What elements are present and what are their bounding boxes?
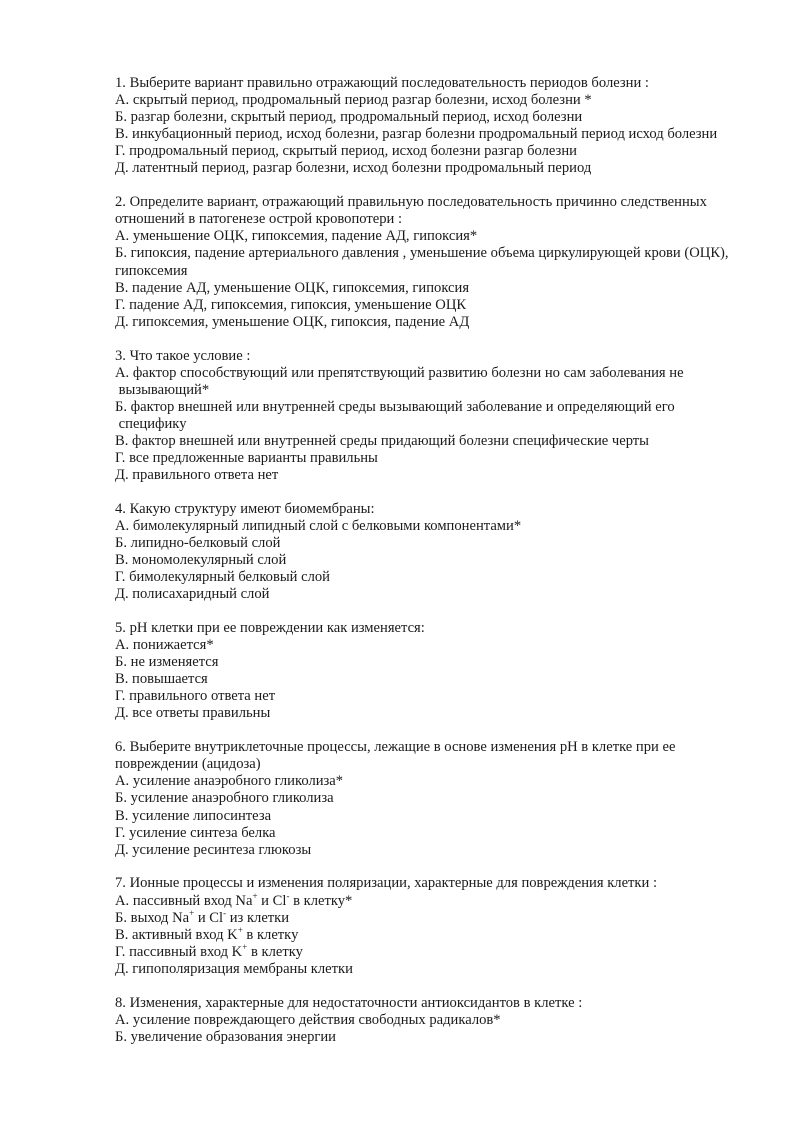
answer-option: Д. гипоксемия, уменьшение ОЦК, гипоксия, падение АД — [115, 313, 470, 330]
answer-option: Д. все ответы правильны — [115, 705, 271, 722]
question-text: 8. Изменения, характерные для недостаточности антиоксидантов в клетке : — [115, 994, 583, 1011]
question-3 — [115, 348, 755, 485]
answer-option: А. уменьшение ОЦК, гипоксемия, падение АД, гипоксия* — [115, 228, 478, 245]
answer-option — [115, 961, 755, 978]
answer-option: А. усиление анаэробного гликолиза* — [115, 773, 344, 790]
answer-option: А. бимолекулярный липидный слой с белковыми компонентами* — [115, 517, 522, 534]
answer-option: Г. усиление синтеза белка — [115, 824, 276, 841]
option-text: в клетку* — [289, 892, 353, 909]
answer-option: Б. липидно-белковый слой — [115, 535, 281, 552]
answer-option: В. мономолекулярный слой — [115, 552, 287, 569]
question-text: 4. Какую структуру имеют биомембраны: — [115, 500, 375, 517]
answer-option: А. усиление повреждающего действия свободных радикалов* — [115, 1011, 501, 1028]
question-text: 2. Определите вариант, отражающий правильную последовательность причинно следственных отношений в патогенезе острой кровопотери : — [115, 194, 707, 228]
superscript: + — [189, 907, 195, 918]
answer-option: Д. латентный период, разгар болезни, исход болезни продромальный период — [115, 160, 592, 177]
option-text: В. активный вход K — [115, 926, 238, 943]
question-7 — [115, 875, 755, 978]
question-text: 3. Что такое условие : — [115, 347, 251, 364]
option-text: А. пассивный вход Na — [115, 892, 253, 909]
answer-option: В. фактор внешней или внутренней среды придающий болезни специфические черты — [115, 432, 649, 449]
option-text: Д. гипополяризация мембраны клетки — [115, 960, 353, 977]
superscript: - — [223, 907, 227, 918]
question-text: 6. Выберите внутриклеточные процессы, лежащие в основе изменения pH в клетке при ее повреждении (ацидоза) — [115, 739, 676, 773]
question-1 — [115, 75, 755, 178]
question-8 — [115, 995, 755, 1046]
answer-option: Б. фактор внешней или внутренней среды вызывающий заболевание и определяющий его специфику — [115, 398, 675, 432]
answer-option: Б. гипоксия, падение артериального давления , уменьшение объема циркулирующей крови (ОЦК), гипоксемия — [115, 245, 729, 279]
document-page — [115, 75, 755, 1062]
option-text: в клетку — [242, 926, 299, 943]
answer-option — [115, 907, 755, 927]
superscript: - — [286, 890, 290, 901]
superscript: + — [252, 890, 258, 901]
superscript: + — [242, 941, 248, 952]
answer-option: В. усиление липосинтеза — [115, 807, 272, 824]
answer-option: Б. разгар болезни, скрытый период, продромальный период, исход болезни — [115, 109, 583, 126]
answer-option: Б. увеличение образования энергии — [115, 1028, 336, 1045]
option-text: в клетку — [247, 943, 303, 960]
answer-option: А. фактор способствующий или препятствующий развитию болезни но сам заболевания не вызывающий* — [115, 364, 684, 398]
answer-option: А. скрытый период, продромальный период разгар болезни, исход болезни * — [115, 92, 592, 109]
answer-option: В. инкубационный период, исход болезни, разгар болезни продромальный период исход болезни — [115, 126, 718, 143]
answer-option: Г. все предложенные варианты правильны — [115, 450, 378, 467]
answer-option — [115, 924, 755, 944]
option-text: Г. пассивный вход K — [115, 943, 243, 960]
answer-option: Д. правильного ответа нет — [115, 467, 279, 484]
question-4 — [115, 501, 755, 604]
question-2 — [115, 194, 755, 331]
answer-option: Д. усиление ресинтеза глюкозы — [115, 841, 312, 858]
answer-option: Г. продромальный период, скрытый период, исход болезни разгар болезни — [115, 143, 577, 160]
question-6 — [115, 739, 755, 859]
option-text: и Cl — [257, 892, 287, 909]
option-text: и Cl — [194, 909, 224, 926]
answer-option — [115, 941, 755, 961]
question-5 — [115, 620, 755, 723]
answer-option: А. понижается* — [115, 637, 214, 654]
answer-option: Д. полисахаридный слой — [115, 586, 270, 603]
answer-option: В. падение АД, уменьшение ОЦК, гипоксемия, гипоксия — [115, 279, 470, 296]
answer-option: Б. усиление анаэробного гликолиза — [115, 790, 334, 807]
answer-option — [115, 890, 755, 910]
superscript: + — [237, 924, 243, 935]
answer-option: Г. падение АД, гипоксемия, гипоксия, уменьшение ОЦК — [115, 296, 467, 313]
question-text: 1. Выберите вариант правильно отражающий последовательность периодов болезни : — [115, 75, 649, 91]
answer-option: Г. правильного ответа нет — [115, 688, 276, 705]
answer-option: Б. не изменяется — [115, 654, 219, 671]
option-text: Б. выход Na — [115, 909, 190, 926]
question-text: 5. pH клетки при ее повреждении как изменяется: — [115, 620, 425, 636]
answer-option: Г. бимолекулярный белковый слой — [115, 569, 330, 586]
option-text: из клетки — [226, 909, 290, 926]
answer-option: В. повышается — [115, 671, 208, 688]
question-text: 7. Ионные процессы и изменения поляризации, характерные для повреждения клетки : — [115, 875, 658, 892]
